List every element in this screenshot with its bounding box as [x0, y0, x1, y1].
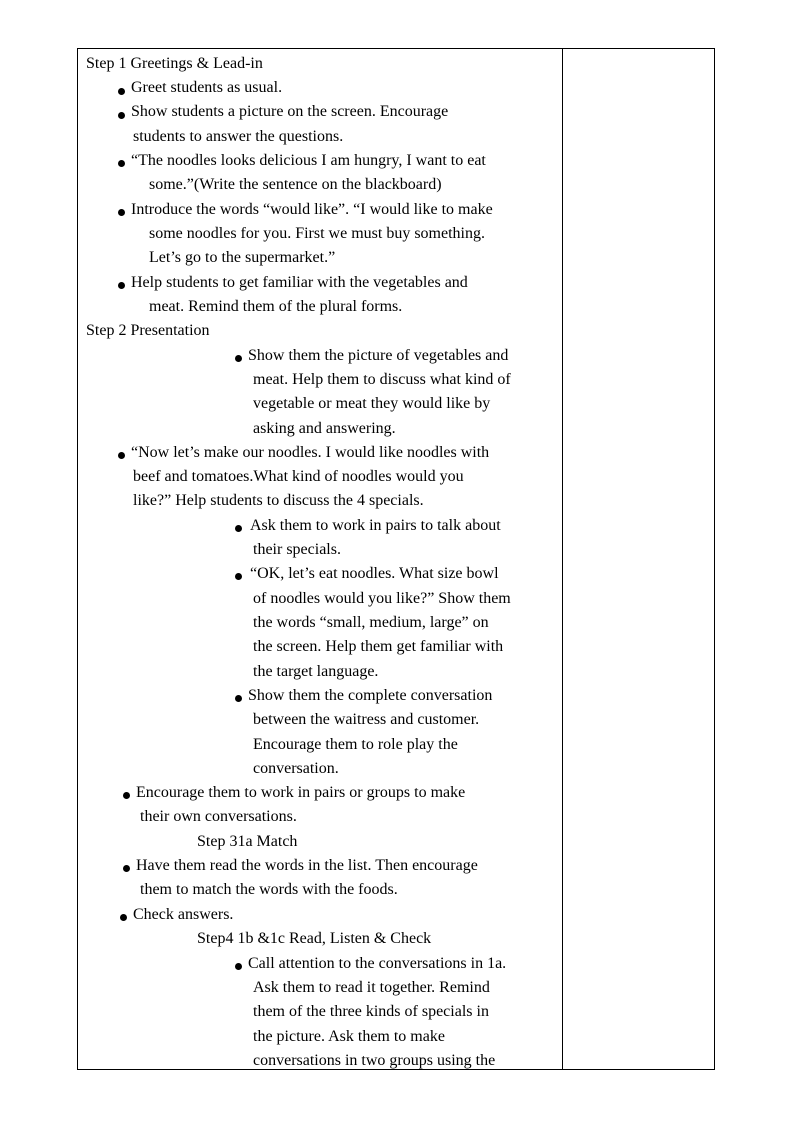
text-line: Show them the picture of vegetables and [248, 347, 509, 364]
text-line: Encourage them to role play the [253, 736, 458, 753]
bullet-icon [235, 695, 242, 702]
text-line: the screen. Help them get familiar with [253, 638, 504, 655]
text-line: like?” Help students to discuss the 4 specials. [133, 492, 424, 509]
text-line: the words “small, medium, large” on [253, 614, 489, 631]
bullet-icon [235, 573, 242, 580]
text-line: of noodles would you like?” Show them [253, 590, 511, 607]
bullet-icon [118, 282, 125, 289]
text-line: “Now let’s make our noodles. I would like noodles with [131, 444, 490, 461]
text-line: “OK, let’s eat noodles. What size bowl [250, 565, 499, 582]
bullet-icon [123, 792, 130, 799]
text-line: “The noodles looks delicious I am hungry, I want to eat [131, 152, 486, 169]
bullet-icon [118, 112, 125, 119]
step-heading: Step4 1b &1c Read, Listen & Check [197, 930, 432, 947]
text-line: Call attention to the conversations in 1a. [248, 955, 507, 972]
text-line: Show students a picture on the screen. Encourage [131, 103, 449, 120]
bullet-icon [123, 865, 130, 872]
notes-column [563, 49, 714, 1069]
text-line: their specials. [253, 541, 341, 558]
text-line: between the waitress and customer. [253, 711, 480, 728]
text-line: them of the three kinds of specials in [253, 1003, 489, 1020]
text-line: them to match the words with the foods. [140, 881, 398, 898]
text-line: Greet students as usual. [131, 79, 283, 96]
bullet-icon [118, 209, 125, 216]
bullet-icon [235, 355, 242, 362]
text-line: conversations in two groups using the [253, 1052, 496, 1069]
text-line: beef and tomatoes.What kind of noodles would you [133, 468, 464, 485]
text-line: Check answers. [133, 906, 234, 923]
text-line: Encourage them to work in pairs or groups to make [136, 784, 466, 801]
text-line: meat. Help them to discuss what kind of [253, 371, 511, 388]
bullet-icon [235, 963, 242, 970]
text-line: Introduce the words “would like”. “I would like to make [131, 201, 493, 218]
text-line: Ask them to read it together. Remind [253, 979, 490, 996]
text-line: vegetable or meat they would like by [253, 395, 491, 412]
text-line: Show them the complete conversation [248, 687, 493, 704]
text-line: Help students to get familiar with the vegetables and [131, 274, 468, 291]
bullet-icon [120, 914, 127, 921]
text-line: asking and answering. [253, 420, 396, 437]
text-line: some.”(Write the sentence on the blackboard) [149, 176, 442, 193]
text-line: some noodles for you. First we must buy something. [149, 225, 485, 242]
text-line: meat. Remind them of the plural forms. [149, 298, 403, 315]
text-line: the target language. [253, 663, 379, 680]
bullet-icon [118, 88, 125, 95]
text-line: Ask them to work in pairs to talk about [250, 517, 501, 534]
text-line: conversation. [253, 760, 339, 777]
bullet-icon [118, 160, 125, 167]
lesson-table [77, 48, 715, 1070]
text-line: Let’s go to the supermarket.” [149, 249, 336, 266]
step-heading: Step 2 Presentation [86, 322, 210, 339]
text-line: Have them read the words in the list. Then encourage [136, 857, 478, 874]
step-heading: Step 1 Greetings & Lead-in [86, 55, 263, 72]
bullet-icon [118, 452, 125, 459]
text-line: students to answer the questions. [133, 128, 344, 145]
text-line: the picture. Ask them to make [253, 1028, 445, 1045]
step-heading: Step 31a Match [197, 833, 298, 850]
bullet-icon [235, 525, 242, 532]
text-line: their own conversations. [140, 808, 297, 825]
